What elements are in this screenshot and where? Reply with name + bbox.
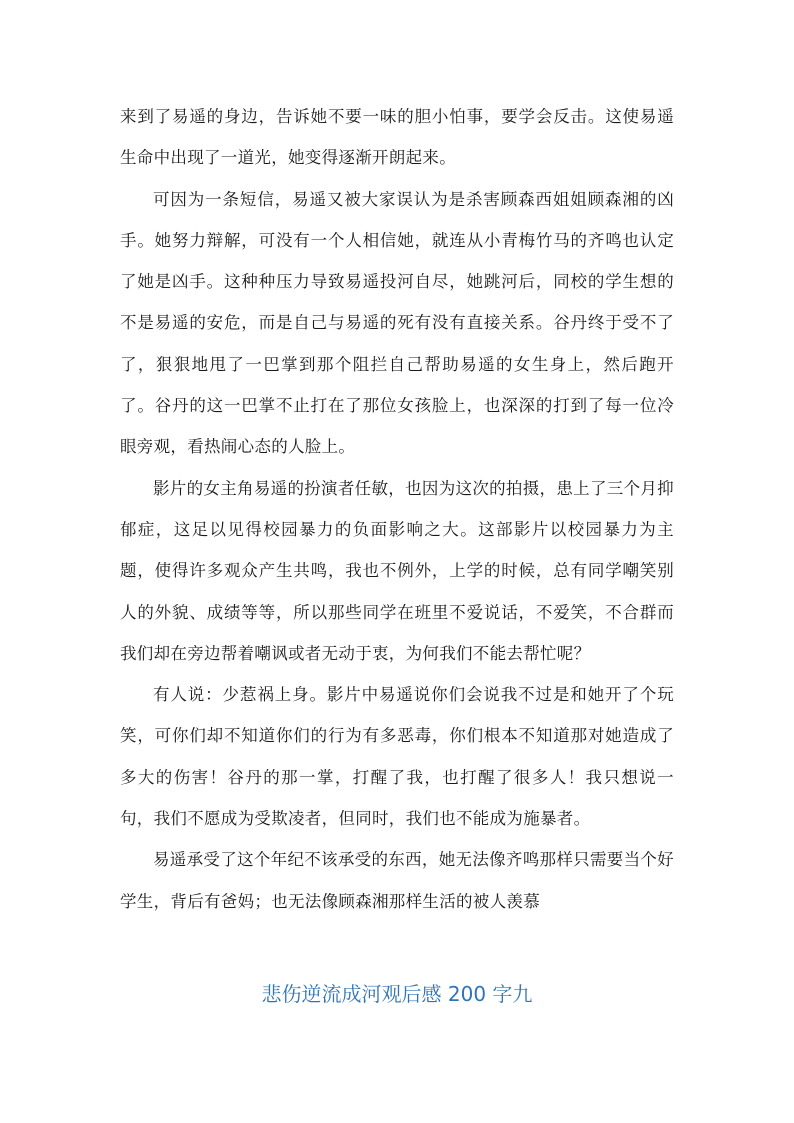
paragraph-1: 来到了易遥的身边，告诉她不要一味的胆小怕事，要学会反击。这使易遥生命中出现了一道光，她变得逐渐开朗起来。 [120,107,674,168]
paragraph-4: 有人说：少惹祸上身。影片中易遥说你们会说我不过是和她开了个玩笑，可你们却不知道你们的行为有多恶毒，你们根本不知道那对她造成了多大的伤害！谷丹的那一掌，打醒了我，也打醒了很多人！我只想说一句，我们不愿成为受欺凌者，但同时，我们也不能成为施暴者。 [120,685,674,829]
paragraph-2: 可因为一条短信，易遥又被大家误认为是杀害顾森西姐姐顾森湘的凶手。她努力辩解，可没有一个人相信她，就连从小青梅竹马的齐鸣也认定了她是凶手。这种种压力导致易遥投河自尽，她跳河后，同校的学生想的不是易遥的安危，而是自己与易遥的死有没有直接关系。谷丹终于受不了了，狠狠地甩了一巴掌到那个阻拦自己帮助易遥的女生身上，然后跑开了。谷丹的这一巴掌不止打在了那位女孩脸上，也深深的打到了每一位冷眼旁观，看热闹心态的人脸上。 [120,189,674,457]
document-body [120,96,674,922]
paragraph-3: 影片的女主角易遥的扮演者任敏，也因为这次的拍摄，患上了三个月抑郁症，这足以见得校园暴力的负面影响之大。这部影片以校园暴力为主题，使得许多观众产生共鸣，我也不例外，上学的时候，总有同学嘲笑别人的外貌、成绩等等，所以那些同学在班里不爱说话，不爱笑，不合群而我们却在旁边帮着嘲讽或者无动于衷，为何我们不能去帮忙呢？ [120,478,674,663]
paragraph-5: 易遥承受了这个年纪不该承受的东西，她无法像齐鸣那样只需要当个好学生，背后有爸妈；也无法像顾森湘那样生活的被人羡慕 [120,850,674,911]
section-heading: 悲伤逆流成河观后感 200 字九 [261,982,533,1006]
